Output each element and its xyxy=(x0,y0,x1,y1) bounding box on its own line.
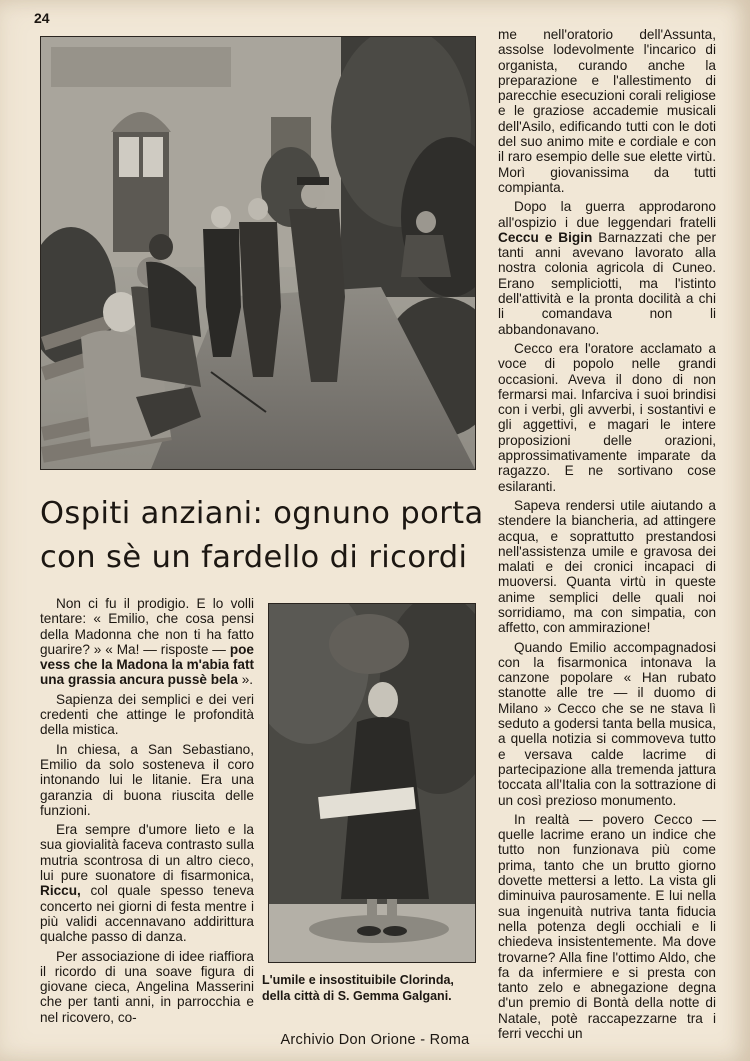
photo-clorinda xyxy=(268,603,476,963)
name-riccu: Riccu, xyxy=(40,883,81,899)
headline-line-2: con sè un fardello di ricordi xyxy=(40,540,468,575)
caption-line-1: L'umile e insostituibile Clorinda, xyxy=(262,973,454,987)
dialect-quote: poe vess che la Madona la m'abia fatt una grassia ancura pussè bela xyxy=(40,641,255,688)
article-headline xyxy=(40,492,484,580)
right-paragraph-4: Sapeva rendersi utile aiutando a stendere la biancheria, ad attingere acqua, e soprattutto prestandosi nell'assistenza umile e gravosa dei malati e dei cronici incapaci di muoversi. Quanta virtù in queste anime semplici delle quali noi sorridiamo, ma con simpatia, con affetto, con ammirazione! xyxy=(498,497,716,636)
left-paragraph-2: Sapienza dei semplici e dei veri credenti che attinge le profondità della mistica. xyxy=(40,691,254,738)
photo-elderly-guests-garden xyxy=(40,36,476,470)
left-paragraph-5: Per associazione di idee riaffiora il ricordo di una soave figura di giovane cieca, Angelina Masserini che per tanti anni, in parrocchia e nel ricovero, co- xyxy=(40,948,254,1025)
archive-footer: Archivio Don Orione - Roma xyxy=(280,1032,470,1048)
photo-caption xyxy=(262,972,482,1004)
right-paragraph-2: Dopo la guerra approdarono all'ospizio i due leggendari fratelli Ceccu e Bigin Barnazzati che per tanti anni avevano lavorato alla nostra colonia agricola di Cuneo. Erano sempliciotti, ma l'istinto dell'attività e la pronta docilità a chi li comandava non li abbandonavano. xyxy=(498,199,716,337)
right-paragraph-6: In realtà — povero Cecco — quelle lacrime erano un indice che tutto non funzionava più come prima, tanto che un brutto giorno dovette mettersi a letto. La vista gli diminuiva paurosamente. E lui nella sua ingenuità nutriva tanta fiducia nella potenza degli occhiali e li chiedeva insistentemente. Ma dove trovarne? Alla fine l'ottimo Aldo, che fa da infermiere e si presta con tanto zelo e abnegazione degna d'un premio di Bontà della notte di Natale, potè raccapezzarne tra i ferri vecchi un xyxy=(498,811,716,1041)
left-paragraph-3: In chiesa, a San Sebastiano, Emilio da solo sosteneva il coro intonando lui le litanie. Era una garanzia di buona riuscita delle funzioni. xyxy=(40,741,254,818)
caption-line-2: della città di S. Gemma Galgani. xyxy=(262,989,452,1003)
left-paragraph-4: Era sempre d'umore lieto e la sua giovialità faceva contrasto sulla mutria scontrosa di un altro cieco, lui pure suonatore di fisarmonica, Riccu, col quale spesso teneva concerto nei giorni di festa mentre i più validi accennavano addirittura qualche passo di danza. xyxy=(40,822,254,945)
page-number: 24 xyxy=(34,10,50,26)
right-text-column xyxy=(498,27,716,1045)
names-ceccu-bigin: Ceccu e Bigin xyxy=(498,229,593,245)
headline-line-1: Ospiti anziani: ognuno porta xyxy=(40,496,484,531)
right-paragraph-3: Cecco era l'oratore acclamato a voce di popolo nelle grandi occasioni. Aveva il dono di non fermarsi mai. Infarciva i suoi brindisi con i verbi, gli avverbi, i sostantivi e gli aggettivi, e magari le intere proposizioni delle orazioni, approssimativamente imparate da ragazzo. E ne sortivano cose esilaranti. xyxy=(498,340,716,494)
right-paragraph-1: me nell'oratorio dell'Assunta, assolse lodevolmente l'incarico di organista, curando anche la preparazione e l'allestimento di parecchie esecuzioni corali religiose e le graziose accademie musicali dell'Asilo, edificando tutti con le doti del suo animo mite e cordiale e con il raro esempio delle sue elette virtù. Morì giovanissima da tutti compianta. xyxy=(498,27,716,195)
left-text-column xyxy=(40,596,254,1029)
left-paragraph-1: Non ci fu il prodigio. E lo volli tentare: « Emilio, che cosa pensi della Madonna che non ti ha fatto guarire? » « Ma! — risposte — poe vess che la Madona la m'abia fatt una grassia ancura pussè bela ». xyxy=(40,596,255,688)
right-paragraph-5: Quando Emilio accompagnadosi con la fisarmonica intonava la canzone popolare « Han rubato stanotte alle tre — il duomo di Milano » Cecco che se ne stava lì seduto a godersi tanta bella musica, a quella notizia si commoveva tutto e versava calde lacrime di partecipazione alla tremenda jattura toccata all'Italia con la sottrazione di un così prezioso monumento. xyxy=(498,639,716,808)
